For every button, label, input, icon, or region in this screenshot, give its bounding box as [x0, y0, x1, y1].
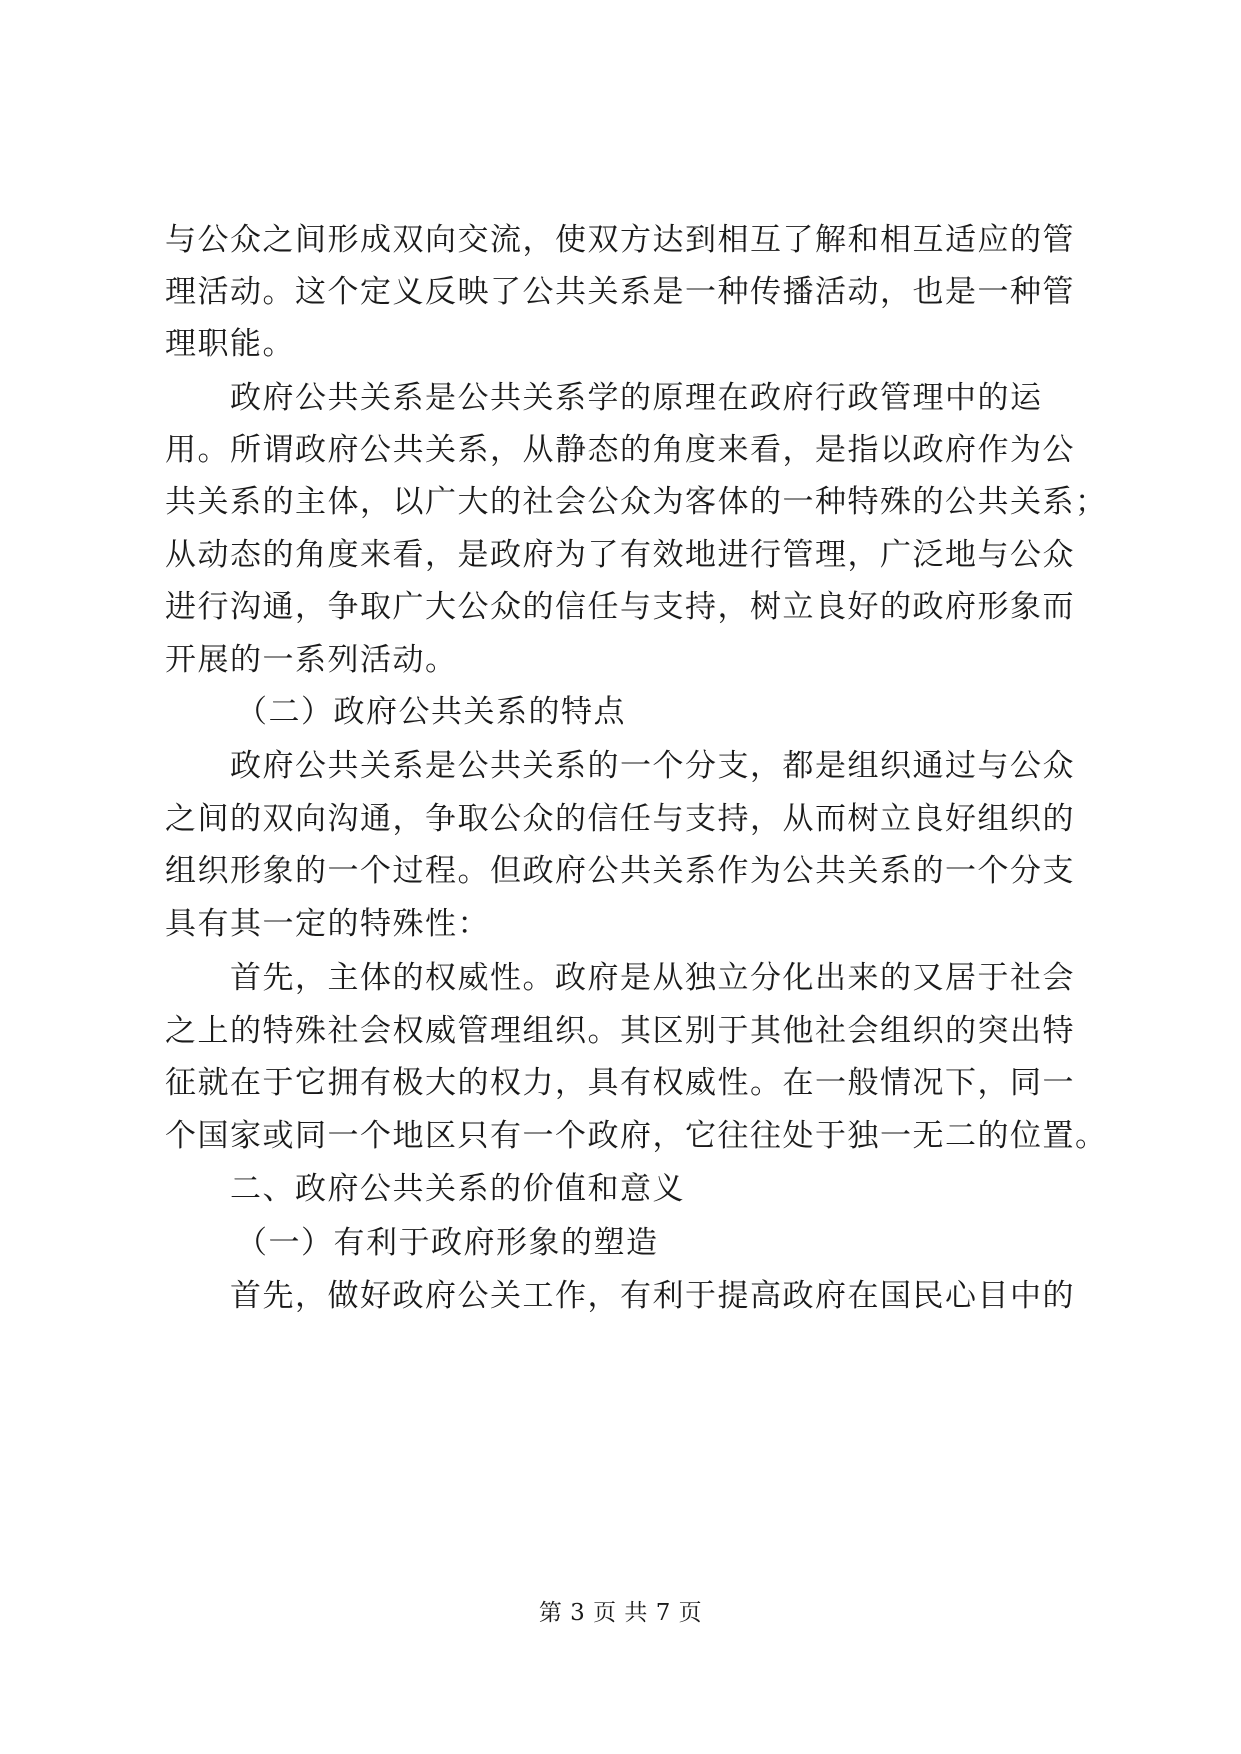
- text-line: 征就在于它拥有极大的权力，具有权威性。在一般情况下，同一: [165, 1065, 1075, 1101]
- text-line: 从动态的角度来看，是政府为了有效地进行管理，广泛地与公众: [165, 537, 1075, 573]
- text-line: 与公众之间形成双向交流，使双方达到相互了解和相互适应的管: [165, 222, 1075, 258]
- text-line: 之间的双向沟通，争取公众的信任与支持，从而树立良好组织的: [165, 801, 1075, 837]
- text-line: （一）有利于政府形象的塑造: [236, 1225, 659, 1261]
- text-line: 具有其一定的特殊性：: [165, 906, 490, 942]
- text-line: 理职能。: [165, 326, 295, 362]
- text-line: 开展的一系列活动。: [165, 642, 458, 678]
- text-line: 个国家或同一个地区只有一个政府，它往往处于独一无二的位置。: [165, 1118, 1108, 1154]
- text-line: 首先，做好政府公关工作，有利于提高政府在国民心目中的: [230, 1278, 1075, 1314]
- text-line: 之上的特殊社会权威管理组织。其区别于其他社会组织的突出特: [165, 1013, 1075, 1049]
- text-line: 理活动。这个定义反映了公共关系是一种传播活动，也是一种管: [165, 274, 1075, 310]
- text-line: 进行沟通，争取广大公众的信任与支持，树立良好的政府形象而: [165, 589, 1075, 625]
- page-footer: 第 3 页 共 7 页: [538, 1600, 703, 1626]
- text-line: 组织形象的一个过程。但政府公共关系作为公共关系的一个分支: [165, 853, 1075, 889]
- text-line: （二）政府公共关系的特点: [236, 694, 626, 730]
- text-line: 政府公共关系是公共关系学的原理在政府行政管理中的运: [230, 380, 1043, 416]
- text-line: 二、政府公共关系的价值和意义: [230, 1171, 685, 1207]
- text-line: 首先，主体的权威性。政府是从独立分化出来的又居于社会: [230, 960, 1075, 996]
- text-line: 政府公共关系是公共关系的一个分支，都是组织通过与公众: [230, 748, 1075, 784]
- text-line: 共关系的主体，以广大的社会公众为客体的一种特殊的公共关系；: [165, 484, 1108, 520]
- text-line: 用。所谓政府公共关系，从静态的角度来看，是指以政府作为公: [165, 432, 1075, 468]
